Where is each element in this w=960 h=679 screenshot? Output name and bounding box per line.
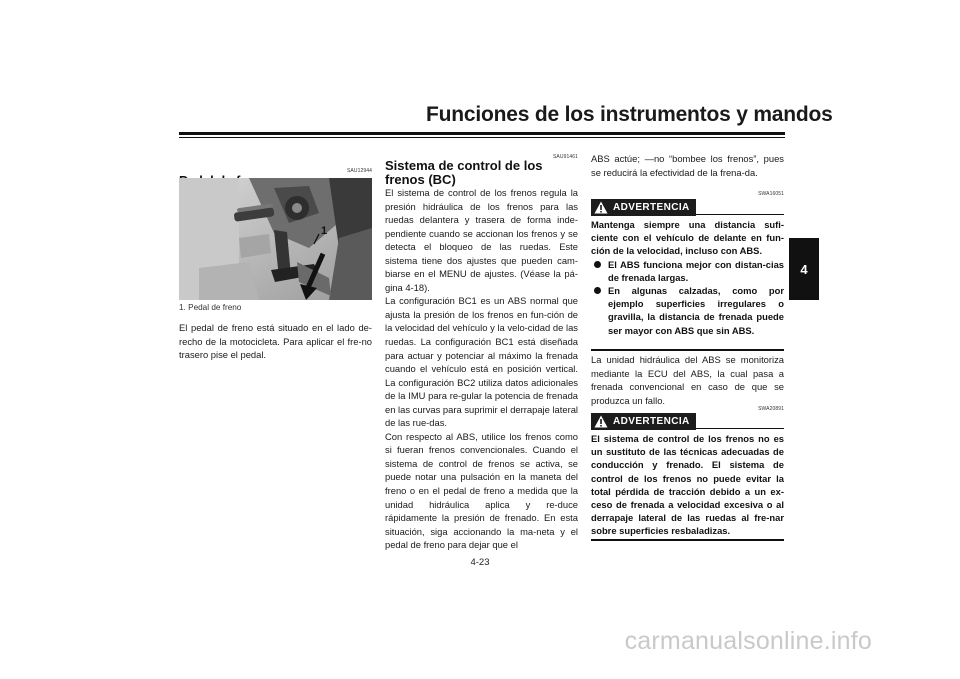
- paragraph: El sistema de control de los frenos regula la presión hidráulica de los frenos para las ruedas delantera y trasera de forma inde-pendiente cuando se accionan los frenos y se detecta el bloqueo de las ruedas. Este sistema tiene dos ajustes que pueden cam-biarse en el MENU de ajustes. (Véase la pá-gina 4-18).: [385, 187, 578, 293]
- header-rule-thin: [179, 137, 785, 138]
- header-rule: [179, 132, 785, 135]
- warning-code: SWA20891: [758, 406, 784, 412]
- warning-icon: [594, 415, 608, 428]
- warning-label: ADVERTENCIA: [613, 416, 690, 427]
- paragraph: La configuración BC1 es un ABS normal que ajusta la presión de los frenos en fun-ción de la velocidad del vehículo y la velo-cidad de las ruedas. La configuración BC1 está diseñada para actuar y potenciar al máximo la frenada cuando el vehículo está en posición vertical. La configuración BC2 utiliza datos adicionales de la IMU para re-gular la potencia de frenada en las curvas para suprimir el derrapaje lateral de las rue-das.: [385, 295, 578, 429]
- page-number: 4-23: [470, 557, 490, 568]
- warning-header: [591, 199, 784, 216]
- bullet-item: [591, 284, 784, 337]
- brake-pedal-photo: [179, 178, 372, 300]
- continuation-text: [591, 152, 784, 179]
- figure-callout-1: 1: [321, 225, 328, 237]
- warning-header: [591, 413, 784, 430]
- warning-bullets: [591, 258, 784, 337]
- bullet-text: En algunas calzadas, como por ejemplo superficies irregulares o gravilla, la distancia de frenada puede ser mayor con ABS que sin ABS.: [608, 285, 784, 336]
- paragraph: ABS actúe; —no “bombee los frenos”, pues se reducirá la efectividad de la frena-da.: [591, 153, 784, 178]
- watermark: carmanualsonline.info: [624, 627, 872, 655]
- warning-end-rule: [591, 539, 784, 541]
- figure-caption: 1. Pedal de freno: [179, 303, 242, 312]
- chapter-tab: 4: [789, 238, 819, 300]
- bullet-text: El ABS funciona mejor con distan-cias de frenada largas.: [608, 258, 784, 283]
- paragraph: Con respecto al ABS, utilice los frenos como si fueran frenos convencionales. Cuando el sistema de control de frenos se activa, se puede notar una pulsación en la maneta del freno o en el pedal de freno a medida que la unidad hidráulica aplica y re-duce rápidamente la presión de frenado. En esta situación, siga accionando la ma-neta y el pedal de freno para dejar que el: [385, 430, 578, 551]
- brake-pedal-description: [179, 321, 372, 362]
- section-code: SAU91461: [553, 154, 578, 160]
- warning-label: ADVERTENCIA: [613, 202, 690, 213]
- warning-rule: [696, 214, 784, 215]
- bullet-icon: [594, 287, 601, 294]
- paragraph: La unidad hidráulica del ABS se monitoriza mediante la ECU del ABS, la cual pasa a frenada convencional en caso de que se produzca un fallo.: [591, 354, 784, 406]
- brake-pedal-illustration: [179, 178, 372, 300]
- brake-control-body: [385, 186, 578, 552]
- section-heading-brake-control: Sistema de control de los frenos (BC): [385, 158, 543, 187]
- warning-badge: [591, 199, 696, 216]
- warning-block-1: [591, 218, 784, 337]
- warning-end-rule: [591, 349, 784, 351]
- warning-badge: [591, 413, 696, 430]
- abs-monitor-text: [591, 353, 784, 407]
- warning-text: Mantenga siempre una distancia sufi-ciente con el vehículo de delante en fun-ción de la velocidad, incluso con ABS.: [591, 219, 784, 257]
- warning-icon: [594, 201, 608, 214]
- bullet-item: [591, 258, 784, 284]
- brake-pedal-paragraph: El pedal de freno está situado en el lado de-recho de la motocicleta. Para aplicar el fre-no trasero pise el pedal.: [179, 322, 372, 361]
- page-header-title: Funciones de los instrumentos y mandos: [426, 103, 833, 126]
- bullet-icon: [594, 261, 601, 268]
- warning-block-2: [591, 432, 784, 538]
- warning-text: El sistema de control de los frenos no es un sustituto de las técnicas adecuadas de conducción y frenado. El sistema de control de los frenos no puede evitar la total pérdida de tracción debido a un ex-ceso de frenada a velocidad excesiva o al derrapaje lateral de las ruedas al fre-nar sobre superficies resbaladizas.: [591, 433, 784, 537]
- warning-rule: [696, 428, 784, 429]
- section-code: SAU12944: [347, 168, 372, 174]
- warning-code: SWA16051: [758, 191, 784, 197]
